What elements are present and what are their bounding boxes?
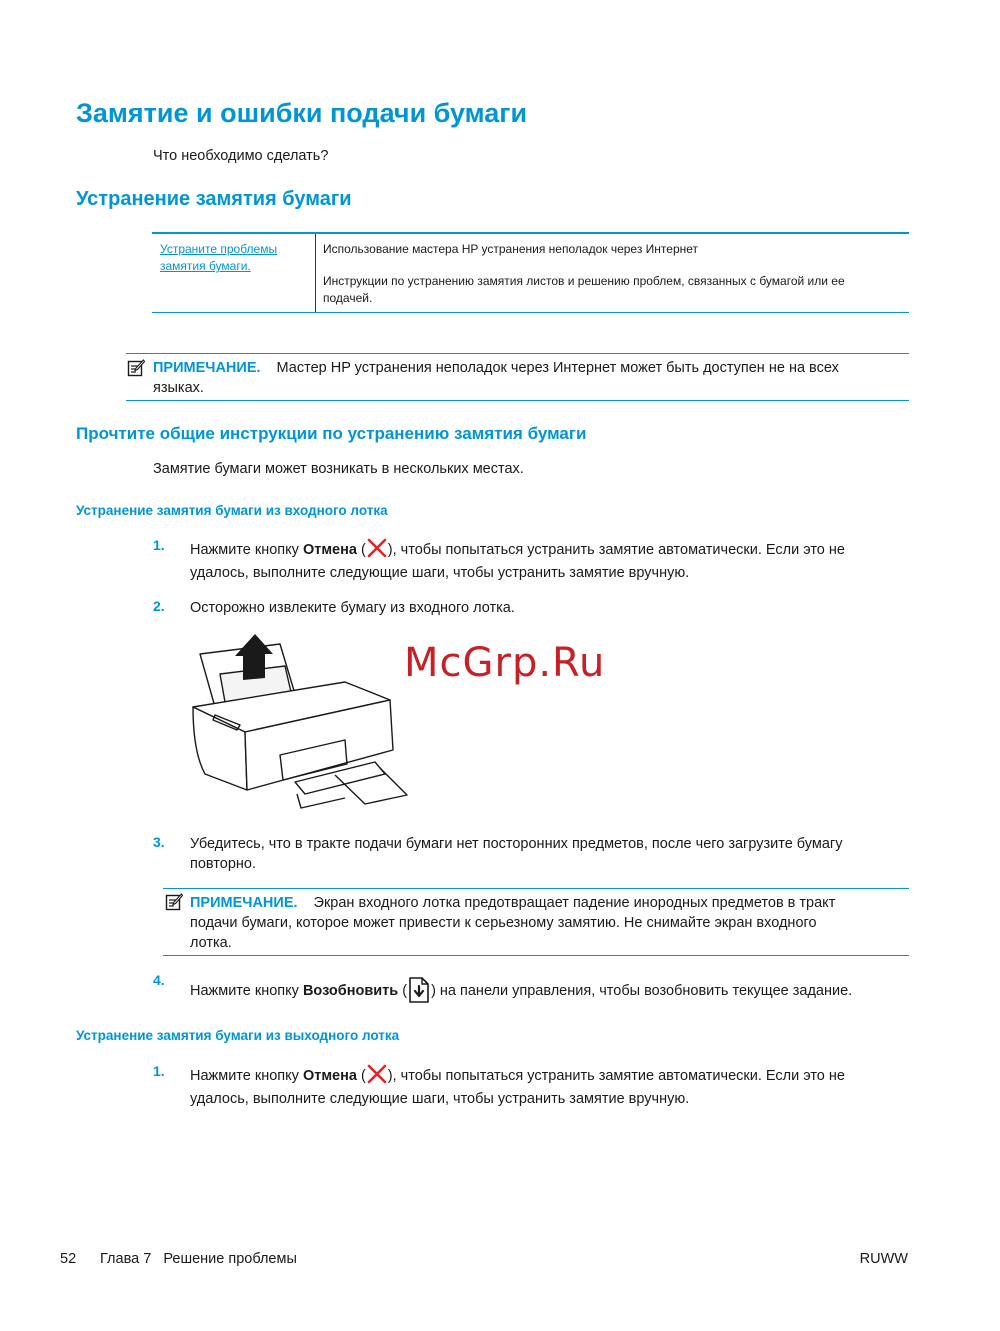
note1-bottom-rule [126,400,909,401]
note2-top-rule [163,888,909,889]
intro-question: Что необходимо сделать? [153,148,329,164]
step-number: 1. [153,537,165,553]
step3-text-line2: повторно. [190,856,257,872]
section2-intro: Замятие бумаги может возникать в нескольких местах. [153,461,524,477]
output-step1-text-line2: удалось, выполните следующие шаги, чтобы устранить замятие вручную. [190,1091,690,1107]
cancel-x-icon [366,537,388,559]
table-divider [315,234,316,312]
subheading-output-tray: Устранение замятия бумаги из выходного лотка [76,1028,400,1043]
step-number: 1. [153,1063,165,1079]
note1-text [153,358,839,378]
note1-top-rule [126,353,909,354]
note-icon [165,893,183,911]
step3-text: Убедитесь, что в тракте подачи бумаги нет посторонних предметов, после чего загрузите бумагу [190,836,843,852]
resume-label: Возобновить [302,983,399,999]
troubleshoot-link[interactable]: Устраните проблемы замятия бумаги. [160,242,278,273]
step2-text: Осторожно извлеките бумагу из входного лотка. [190,600,515,616]
table-top-rule [152,232,909,234]
note2-bottom-rule [163,955,909,956]
output-step1-text-pre: Нажмите кнопку [190,1068,303,1084]
table-bottom-rule [152,312,909,313]
footer-chapter: Глава 7 Решение проблемы [100,1251,297,1267]
resume-icon [407,976,431,1004]
output-step1-text-post: ), чтобы попытаться устранить замятие автоматически. Если это не [387,1068,845,1084]
cancel-label: Отмена [302,1068,357,1084]
cancel-label: Отмена [302,542,357,558]
page-title: Замятие и ошибки подачи бумаги [76,98,528,128]
footer-code: RUWW [859,1251,908,1267]
section-heading-clear-jam: Устранение замятия бумаги [76,188,352,210]
step-number: 3. [153,834,165,850]
step1-text-post: ), чтобы попытаться устранить замятие автоматически. Если это не [387,542,845,558]
note2-text-a: Экран входного лотка предотвращает падение инородных предметов в тракт [313,895,836,911]
step4-text: Нажмите кнопку Возобновить ( ) на панели управления, чтобы возобновить текущее задание. [190,976,852,1004]
note2-label: ПРИМЕЧАНИЕ. [190,895,298,911]
note2-text [190,893,835,913]
note1-text-b: языках. [153,380,204,396]
subheading-input-tray: Устранение замятия бумаги из входного лотка [76,503,388,518]
note1-label: ПРИМЕЧАНИЕ. [153,360,261,376]
output-step1-text: Нажмите кнопку Отмена ( ), чтобы попытаться устранить замятие автоматически. Если это не [190,1063,845,1086]
step4-text-pre: Нажмите кнопку [190,983,303,999]
note2-text-c: лотка. [190,935,232,951]
note2-text-b: подачи бумаги, которое может привести к серьезному замятию. Не снимайте экран входного [190,915,817,931]
note-icon [127,359,145,377]
watermark: McGrp.Ru [404,640,606,686]
table-cell-line2: Инструкции по устранению замятия листов и решению проблем, связанных с бумагой или ее подачей. [323,274,845,305]
step-number: 2. [153,598,165,614]
section-heading-general-instructions: Прочтите общие инструкции по устранению замятия бумаги [76,424,587,443]
footer-page-number: 52 [60,1251,77,1267]
step4-text-post: ) на панели управления, чтобы возобновить текущее задание. [431,983,853,999]
step1-text-line2: удалось, выполните следующие шаги, чтобы устранить замятие вручную. [190,565,690,581]
step1-text-pre: Нажмите кнопку [190,542,303,558]
cancel-x-icon [366,1063,388,1085]
printer-illustration [185,632,420,817]
table-cell-line1: Использование мастера HP устранения неполадок через Интернет [323,242,699,256]
step-number: 4. [153,972,165,988]
note1-text-a: Мастер HP устранения неполадок через Интернет может быть доступен не на всех [276,360,839,376]
step1-text: Нажмите кнопку Отмена ( ), чтобы попытаться устранить замятие автоматически. Если это не [190,537,845,560]
